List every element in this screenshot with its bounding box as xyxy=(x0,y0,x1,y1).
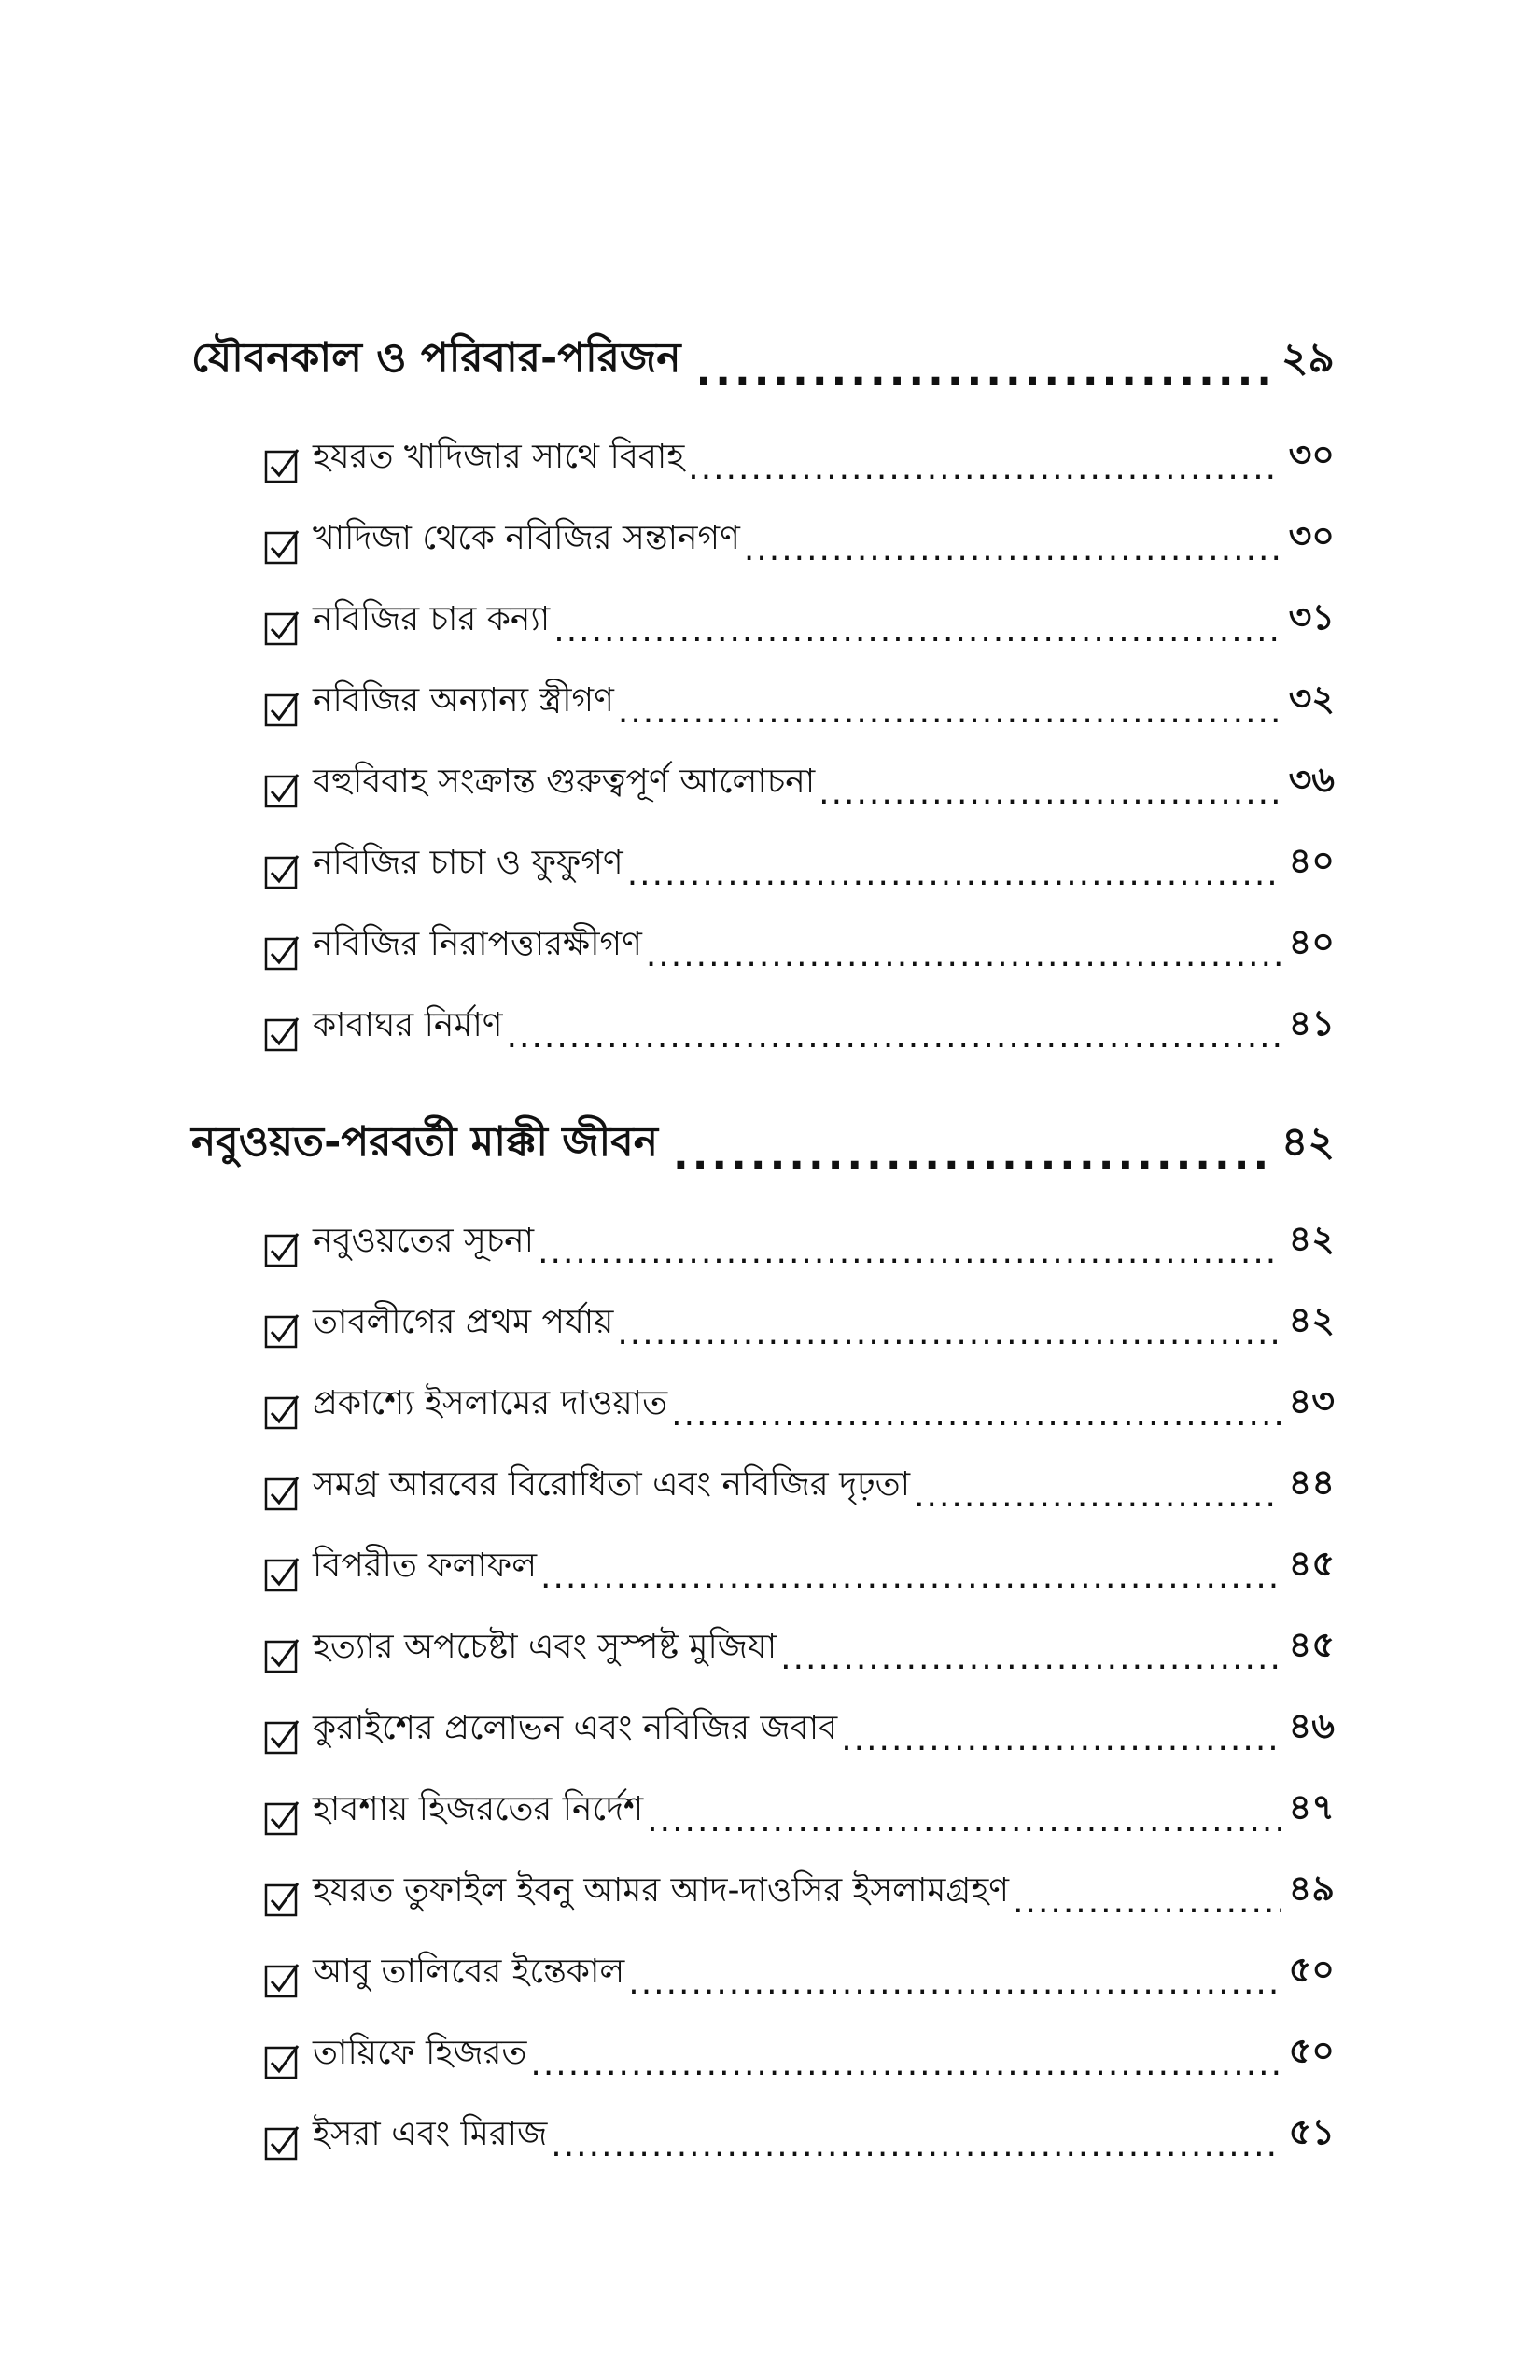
toc-item xyxy=(191,650,1335,731)
dot-leader xyxy=(688,449,1281,487)
checkbox-checked-icon xyxy=(264,1232,300,1267)
toc-item-label: কুরাইশের প্রলোভন এবং নবিজির জবাব xyxy=(313,1709,838,1747)
checkbox-checked-icon xyxy=(264,448,300,483)
checkbox-checked-icon xyxy=(264,692,300,727)
toc-item-label: বহুবিবাহ সংক্রান্ত গুরুত্বপূর্ণ আলোচনা xyxy=(313,763,816,801)
toc-item xyxy=(191,568,1335,650)
dot-leader xyxy=(628,1964,1281,2002)
toc-item-page-number: ৩৬ xyxy=(1288,759,1335,800)
toc-item-page-number: ৪০ xyxy=(1288,921,1335,962)
toc-item-label: ইসরা এবং মিরাজ xyxy=(313,2115,548,2153)
toc-item-page-number: ৩১ xyxy=(1288,596,1335,637)
checkbox-checked-icon xyxy=(264,2125,300,2161)
toc-item-label: কাবাঘর নির্মাণ xyxy=(313,1006,503,1044)
dot-leader xyxy=(553,611,1281,650)
checkbox-checked-icon xyxy=(264,773,300,808)
toc-item-list xyxy=(191,406,1335,1056)
toc-section-post-prophethood-makki-life xyxy=(191,1106,1335,2164)
toc-item-page-number: ৩২ xyxy=(1288,678,1335,719)
toc-item-page-number: ৪৭ xyxy=(1288,1786,1335,1827)
section-heading xyxy=(191,1106,1335,1179)
toc-item-page-number: ৪৫ xyxy=(1288,1624,1335,1665)
checkbox-checked-icon xyxy=(264,1719,300,1755)
toc-item-label: নবিজির অন্যান্য স্ত্রীগণ xyxy=(313,681,614,720)
toc-item xyxy=(191,1515,1335,1596)
toc-item-page-number: ৫০ xyxy=(1288,1949,1335,1990)
toc-item xyxy=(191,406,1335,487)
section-heading xyxy=(191,322,1335,395)
toc-item xyxy=(191,974,1335,1056)
toc-item-label: হত্যার অপচেষ্টা এবং সুস্পষ্ট মুজিযা xyxy=(313,1628,777,1666)
dot-leader xyxy=(696,347,1272,395)
checkbox-checked-icon xyxy=(264,1638,300,1673)
toc-item xyxy=(191,1434,1335,1515)
toc-item xyxy=(191,1596,1335,1677)
toc-item-page-number: ৪৪ xyxy=(1288,1462,1335,1503)
toc-item-label: সমগ্র আরবের বিরোধিতা এবং নবিজির দৃঢ়তা xyxy=(313,1465,911,1504)
toc-item-page-number: ৪১ xyxy=(1288,1002,1335,1043)
dot-leader xyxy=(627,855,1281,893)
toc-item-label: হযরত খাদিজার সাথে বিবাহ xyxy=(313,438,685,476)
toc-item-label: আবু তালিবের ইন্তেকাল xyxy=(313,1953,625,1991)
section-title: যৌবনকাল ও পরিবার-পরিজন xyxy=(191,334,681,382)
toc-item xyxy=(191,2002,1335,2083)
checkbox-checked-icon xyxy=(264,1313,300,1349)
dot-leader xyxy=(507,1017,1281,1056)
dot-leader xyxy=(618,693,1281,731)
toc-item xyxy=(191,1921,1335,2002)
dot-leader xyxy=(744,530,1281,568)
toc-item-page-number: ৩০ xyxy=(1288,434,1335,475)
toc-item xyxy=(191,731,1335,812)
toc-item xyxy=(191,1758,1335,1840)
toc-item-page-number: ৪২ xyxy=(1288,1218,1335,1259)
toc-item-page-number: ৪০ xyxy=(1288,840,1335,881)
toc-item-label: নবিজির চার কন্যা xyxy=(313,600,551,638)
dot-leader xyxy=(780,1639,1281,1677)
section-page-number: ৪২ xyxy=(1281,1118,1335,1166)
checkbox-checked-icon xyxy=(264,935,300,971)
toc-item-label: নবিজির নিরাপত্তারক্ষীগণ xyxy=(313,925,642,963)
toc-item xyxy=(191,1677,1335,1758)
toc-item-label: হাবশায় হিজরতের নির্দেশ xyxy=(313,1790,644,1828)
toc-item xyxy=(191,812,1335,893)
toc-item xyxy=(191,1352,1335,1434)
toc-item-page-number: ৫০ xyxy=(1288,2030,1335,2071)
dot-leader xyxy=(540,1558,1281,1596)
dot-leader xyxy=(914,1477,1281,1515)
toc-item xyxy=(191,1840,1335,1921)
dot-leader xyxy=(1013,1883,1281,1921)
toc-item-page-number: ৪২ xyxy=(1288,1299,1335,1340)
toc-item xyxy=(191,1271,1335,1352)
toc-item-page-number: ৪৩ xyxy=(1288,1380,1335,1421)
checkbox-checked-icon xyxy=(264,1800,300,1836)
toc-item-label: নবুওয়তের সূচনা xyxy=(313,1222,535,1260)
toc-item xyxy=(191,893,1335,974)
dot-leader xyxy=(673,1131,1272,1179)
toc-item-page-number: ৫১ xyxy=(1288,2111,1335,2152)
checkbox-checked-icon xyxy=(264,2044,300,2079)
dot-leader xyxy=(671,1395,1281,1434)
toc-item-list xyxy=(191,1190,1335,2164)
toc-section-youth-family xyxy=(191,322,1335,1056)
dot-leader xyxy=(647,1801,1281,1840)
toc-item-page-number: ৪৬ xyxy=(1288,1705,1335,1746)
toc-item-label: খাদিজা থেকে নবিজির সন্তানগণ xyxy=(313,519,740,557)
toc-item-label: হযরত তুফাইল ইবনু আমর আদ-দাওসির ইসলামগ্রহণ xyxy=(313,1871,1010,1910)
toc-item-label: বিপরীত ফলাফল xyxy=(313,1547,538,1585)
dot-leader xyxy=(538,1233,1281,1271)
toc-item xyxy=(191,487,1335,568)
dot-leader xyxy=(646,936,1281,974)
toc-item-page-number: ৪৯ xyxy=(1288,1868,1335,1909)
checkbox-checked-icon xyxy=(264,854,300,889)
toc-item-label: তায়িফে হিজরত xyxy=(313,2034,527,2072)
section-page-number: ২৯ xyxy=(1281,334,1335,382)
checkbox-checked-icon xyxy=(264,1394,300,1430)
toc-item-page-number: ৪৫ xyxy=(1288,1543,1335,1584)
dot-leader xyxy=(530,2045,1281,2083)
dot-leader xyxy=(819,774,1281,812)
toc-item xyxy=(191,1190,1335,1271)
toc-item-page-number: ৩০ xyxy=(1288,515,1335,556)
checkbox-checked-icon xyxy=(264,1476,300,1511)
toc-item-label: তাবলীগের প্রথম পর্যায় xyxy=(313,1303,614,1341)
dot-leader xyxy=(617,1314,1281,1352)
checkbox-checked-icon xyxy=(264,1557,300,1592)
toc-item-label: প্রকাশ্যে ইসলামের দাওয়াত xyxy=(313,1384,668,1422)
checkbox-checked-icon xyxy=(264,529,300,565)
dot-leader xyxy=(551,2126,1281,2164)
checkbox-checked-icon xyxy=(264,1016,300,1052)
checkbox-checked-icon xyxy=(264,1882,300,1917)
dot-leader xyxy=(841,1720,1281,1758)
checkbox-checked-icon xyxy=(264,1963,300,1998)
checkbox-checked-icon xyxy=(264,610,300,646)
toc-item-label: নবিজির চাচা ও ফুফুগণ xyxy=(313,844,623,882)
toc-item xyxy=(191,2083,1335,2164)
section-title: নবুওয়ত-পরবর্তী মাক্কী জীবন xyxy=(191,1118,658,1166)
